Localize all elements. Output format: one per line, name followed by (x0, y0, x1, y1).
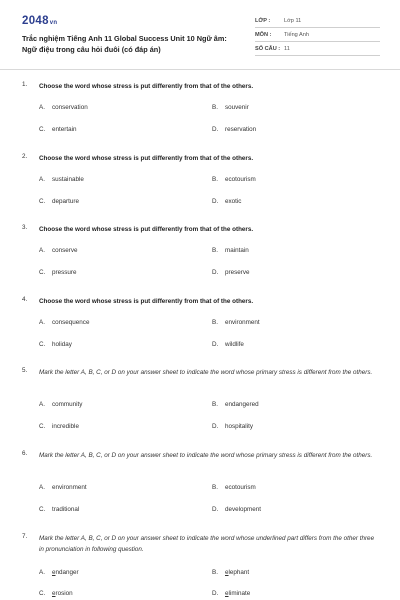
option-a[interactable]: A. sustainable (39, 176, 84, 183)
question-text: Mark the letter A, B, C, or D on your answer sheet to indicate the word whose underlined part differs from the other three in pronunciation in following question. (39, 535, 375, 553)
question-number: 6. (22, 450, 28, 457)
logo-text: 2048 (22, 15, 49, 27)
meta-count-label: SỐ CÂU : (255, 46, 281, 52)
option-c[interactable]: C. pressure (39, 269, 77, 276)
question-number: 5. (22, 367, 28, 374)
option-a[interactable]: A. community (39, 401, 83, 408)
option-d[interactable]: D. wildlife (212, 341, 244, 348)
option-b[interactable]: B. ecotourism (212, 176, 256, 183)
option-d[interactable]: D. hospitality (212, 423, 254, 430)
page-header (0, 0, 400, 70)
question-text: Choose the word whose stress is put differently from that of the others. (39, 83, 254, 90)
option-b[interactable]: B. elephant (212, 569, 250, 576)
option-b[interactable]: B. maintain (212, 247, 249, 254)
question-number: 7. (22, 533, 28, 540)
question-number: 3. (22, 224, 28, 231)
option-b[interactable]: B. endangered (212, 401, 259, 408)
document-title: Trắc nghiệm Tiếng Anh 11 Global Success Unit 10 Ngữ âm: Ngữ điệu trong câu hỏi đuôi (có đáp án) (22, 34, 227, 54)
question-number: 2. (22, 153, 28, 160)
question-text: Choose the word whose stress is put differently from that of the others. (39, 155, 254, 162)
question-number: 4. (22, 296, 28, 303)
option-d[interactable]: D. eliminate (212, 590, 251, 597)
option-b[interactable]: B. ecotourism (212, 484, 256, 491)
meta-count (255, 44, 380, 56)
meta-class-label: LỚP : (255, 18, 271, 24)
option-b[interactable]: B. souvenir (212, 104, 249, 111)
meta-subject-label: MÔN : (255, 32, 272, 38)
question-number: 1. (22, 81, 28, 88)
logo-suffix: vn (49, 20, 58, 26)
option-c[interactable]: C. holiday (39, 341, 72, 348)
question-text: Choose the word whose stress is put differently from that of the others. (39, 226, 254, 233)
option-a[interactable]: A. conserve (39, 247, 78, 254)
meta-subject (255, 30, 380, 42)
option-d[interactable]: D. preserve (212, 269, 250, 276)
option-b[interactable]: B. environment (212, 319, 260, 326)
option-a[interactable]: A. conservation (39, 104, 88, 111)
option-d[interactable]: D. development (212, 506, 262, 513)
option-c[interactable]: C. erosion (39, 590, 73, 597)
option-a[interactable]: A. consequence (39, 319, 90, 326)
site-logo[interactable] (22, 15, 57, 27)
question-text: Mark the letter A, B, C, or D on your answer sheet to indicate the word whose primary stress is different from the others. (39, 369, 373, 376)
option-c[interactable]: C. entertain (39, 126, 77, 133)
question-text: Mark the letter A, B, C, or D on your answer sheet to indicate the word whose primary stress is different from the others. (39, 452, 373, 459)
meta-class-value: Lớp 11 (284, 18, 302, 24)
meta-class (255, 16, 380, 28)
option-c[interactable]: C. departure (39, 198, 79, 205)
meta-subject-value: Tiếng Anh (284, 32, 309, 38)
option-c[interactable]: C. incredible (39, 423, 79, 430)
meta-count-value: 11 (284, 46, 290, 52)
option-a[interactable]: A. environment (39, 484, 87, 491)
option-d[interactable]: D. exotic (212, 198, 242, 205)
option-a[interactable]: A. endanger (39, 569, 79, 576)
option-c[interactable]: C. traditional (39, 506, 80, 513)
option-d[interactable]: D. reservation (212, 126, 257, 133)
question-text: Choose the word whose stress is put differently from that of the others. (39, 298, 254, 305)
